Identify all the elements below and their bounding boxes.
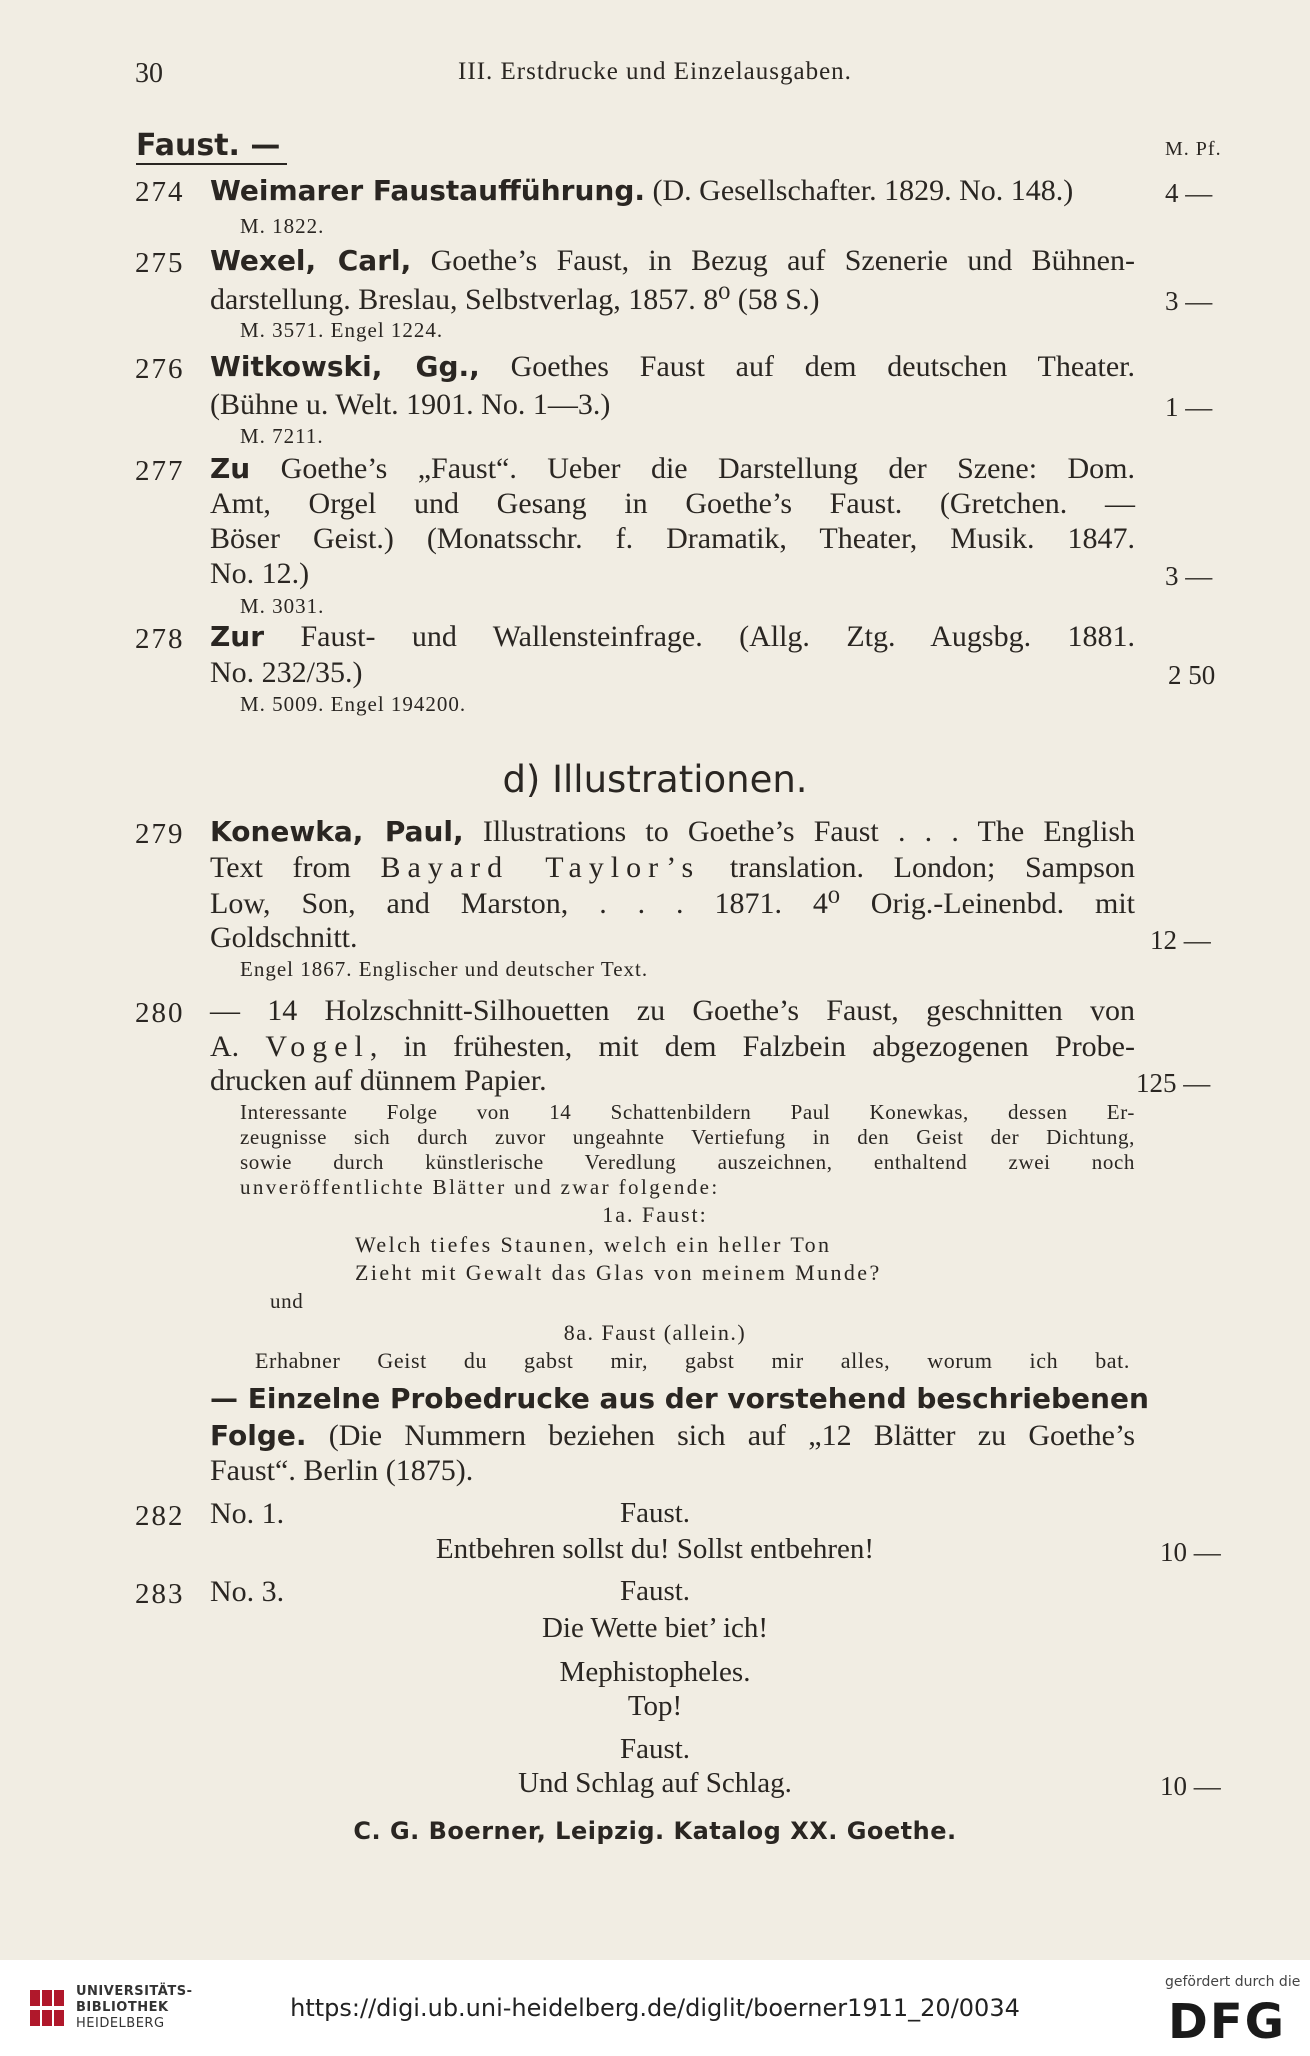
entry-author: Konewka, Paul,	[210, 815, 464, 848]
entry-author: Zu	[210, 452, 251, 485]
library-name-line: BIBLIOTHEK	[76, 2000, 169, 2015]
entry-text: (Bühne u. Welt. 1901. No. 1—3.)	[210, 388, 611, 421]
entry-text-spaced: Vogel	[265, 1030, 370, 1063]
entry-heading: — Einzelne Probedrucke aus der vorstehend beschriebenen	[210, 1382, 1149, 1415]
entry-text: (Die Nummern beziehen sich auf „12 Blätter zu Goethe’s	[306, 1419, 1135, 1452]
entry-author: Witkowski, Gg.,	[210, 350, 480, 383]
entry-price: 10 —	[1160, 1771, 1221, 1801]
entry-number: 274	[135, 176, 185, 208]
entry-price: 3 —	[1165, 286, 1213, 316]
entry-text: Goethe’s Faust, in Bezug auf Szenerie und Bühnen-	[411, 244, 1135, 277]
entry-278-line-1	[210, 620, 1135, 654]
entry-note: sowie durch künstlerische Veredlung auszeichnen, enthaltend zwei noch	[240, 1150, 1135, 1174]
entry-price: 4 —	[1165, 178, 1213, 208]
entry-note-verse: Zieht mit Gewalt das Glas von meinem Munde?	[355, 1260, 882, 1285]
entry-author: Zur	[210, 620, 265, 653]
entry-label: No. 3.	[210, 1575, 285, 1608]
entry-note: zeugnisse sich durch zuvor ungeahnte Vertiefung in den Geist der Dichtung,	[240, 1125, 1135, 1149]
entry-number: 276	[135, 353, 185, 385]
entry-text: Illustrations to Goethe’s Faust . . . The English	[463, 815, 1136, 848]
entry-price: 10 —	[1160, 1537, 1221, 1567]
entry-number: 283	[135, 1578, 185, 1610]
entry-text-spaced: Bayard Taylor’s	[380, 851, 701, 884]
entry-276-line-1	[210, 350, 1135, 384]
entry-number: 280	[135, 997, 185, 1029]
entry-281-line-1	[210, 1382, 1149, 1416]
entry-note: unveröffentlichte Blätter und zwar folgende:	[240, 1175, 720, 1199]
verse-line: Die Wette biet’ ich!	[541, 1612, 769, 1644]
entry-number: 279	[135, 818, 185, 850]
entry-text: Faust“. Berlin (1875).	[210, 1454, 474, 1487]
entry-text: No. 232/35.)	[210, 656, 363, 689]
verse-speaker: Mephistopheles.	[559, 1656, 751, 1688]
entry-text: Goldschnitt.	[210, 921, 358, 954]
entry-text: A.	[210, 1030, 266, 1063]
verse-speaker: Faust.	[619, 1733, 691, 1765]
entry-label: No. 1.	[210, 1497, 285, 1530]
library-name-line: UNIVERSITÄTS-	[76, 1984, 193, 1999]
section-underline	[136, 163, 287, 165]
dfg-logo: DFG	[1168, 1994, 1287, 2050]
entry-text: drucken auf dünnem Papier.	[210, 1064, 547, 1097]
entry-279-line-2	[210, 851, 1135, 885]
entry-text: darstellung. Breslau, Selbstverlag, 1857. 8⁰ (58 S.)	[210, 283, 820, 316]
subsection-heading: d) Illustrationen.	[502, 758, 808, 801]
verse-speaker: Faust.	[619, 1575, 691, 1607]
entry-text: Goethes Faust auf dem deutschen Theater.	[479, 350, 1135, 383]
section-title: Faust. —	[136, 128, 281, 163]
page-footer: C. G. Boerner, Leipzig. Katalog XX. Goethe.	[353, 1817, 957, 1845]
page-number: 30	[135, 58, 163, 89]
entry-price: 3 —	[1165, 561, 1213, 591]
entry-author: Wexel, Carl,	[210, 244, 412, 277]
entry-reference: M. 7211.	[240, 424, 324, 448]
library-name-line: HEIDELBERG	[76, 2016, 165, 2031]
entry-number: 278	[135, 623, 185, 655]
entry-text: , in frühesten, mit dem Falzbein abgezogenen Probe-	[369, 1030, 1135, 1063]
funding-note: gefördert durch die	[1165, 1974, 1301, 1990]
entry-author: Weimarer Faustaufführung.	[210, 174, 645, 207]
verse-line: Top!	[627, 1690, 683, 1722]
entry-reference: M. 1822.	[240, 214, 325, 238]
entry-text: Amt, Orgel und Gesang in Goethe’s Faust. (Gretchen. —	[210, 487, 1135, 520]
entry-heading: Folge.	[210, 1419, 307, 1452]
entry-281-line-2	[210, 1419, 1135, 1453]
entry-275-line-1	[210, 244, 1135, 278]
entry-note-heading: 1a. Faust:	[602, 1202, 708, 1227]
entry-text: Goethe’s „Faust“. Ueber die Darstellung der Szene: Dom.	[250, 452, 1135, 485]
entry-reference: M. 5009. Engel 194200.	[240, 692, 467, 716]
entry-280-line-2	[210, 1030, 1135, 1064]
entry-text: (D. Gesellschafter. 1829. No. 148.)	[645, 174, 1074, 207]
verse-speaker: Faust.	[619, 1497, 691, 1529]
entry-text: translation. London; Sampson	[700, 851, 1135, 884]
running-title: III. Erstdrucke und Einzelausgaben.	[458, 58, 852, 85]
entry-note: Interessante Folge von 14 Schattenbildern Paul Konewkas, dessen Er-	[240, 1100, 1135, 1124]
entry-number: 275	[135, 247, 185, 279]
entry-price: 1 —	[1165, 392, 1213, 422]
entry-text: Faust- und Wallensteinfrage. (Allg. Ztg. Augsbg. 1881.	[264, 620, 1135, 653]
entry-text: — 14 Holzschnitt-Silhouetten zu Goethe’s Faust, geschnitten von	[210, 994, 1135, 1027]
entry-number: 282	[135, 1500, 185, 1532]
verse-line: Entbehren sollst du! Sollst entbehren!	[435, 1533, 875, 1565]
entry-price: 125 —	[1136, 1068, 1211, 1098]
permalink-url[interactable]: https://digi.ub.uni-heidelberg.de/diglit/boerner1911_20/0034	[290, 1994, 1020, 2022]
entry-277-line-1	[210, 452, 1135, 486]
entry-note-verse: Erhabner Geist du gabst mir, gabst mir alles, worum ich bat.	[255, 1348, 1130, 1373]
entry-text: Böser Geist.) (Monatsschr. f. Dramatik, Theater, Musik. 1847.	[210, 522, 1135, 555]
entry-279-line-1	[210, 815, 1135, 849]
currency-header: M. Pf.	[1165, 138, 1222, 160]
entry-text: No. 12.)	[210, 557, 310, 590]
entry-text: Text from	[210, 851, 381, 884]
entry-price: 12 —	[1150, 925, 1211, 955]
entry-number: 277	[135, 455, 185, 487]
entry-reference: Engel 1867. Englischer und deutscher Text.	[240, 957, 649, 981]
entry-price: 2 50	[1168, 660, 1216, 690]
verse-line: Und Schlag auf Schlag.	[518, 1767, 792, 1799]
entry-reference: M. 3031.	[240, 594, 325, 618]
entry-text: Low, Son, and Marston, . . . 1871. 4⁰ Orig.-Leinenbd. mit	[210, 887, 1135, 920]
entry-note-heading: 8a. Faust (allein.)	[563, 1320, 747, 1345]
digitization-banner	[0, 1960, 1310, 2056]
entry-274-line-1	[210, 174, 1073, 208]
entry-note-verse: Welch tiefes Staunen, welch ein heller Ton	[355, 1232, 832, 1257]
entry-reference: M. 3571. Engel 1224.	[240, 318, 444, 342]
entry-note: und	[270, 1289, 304, 1313]
